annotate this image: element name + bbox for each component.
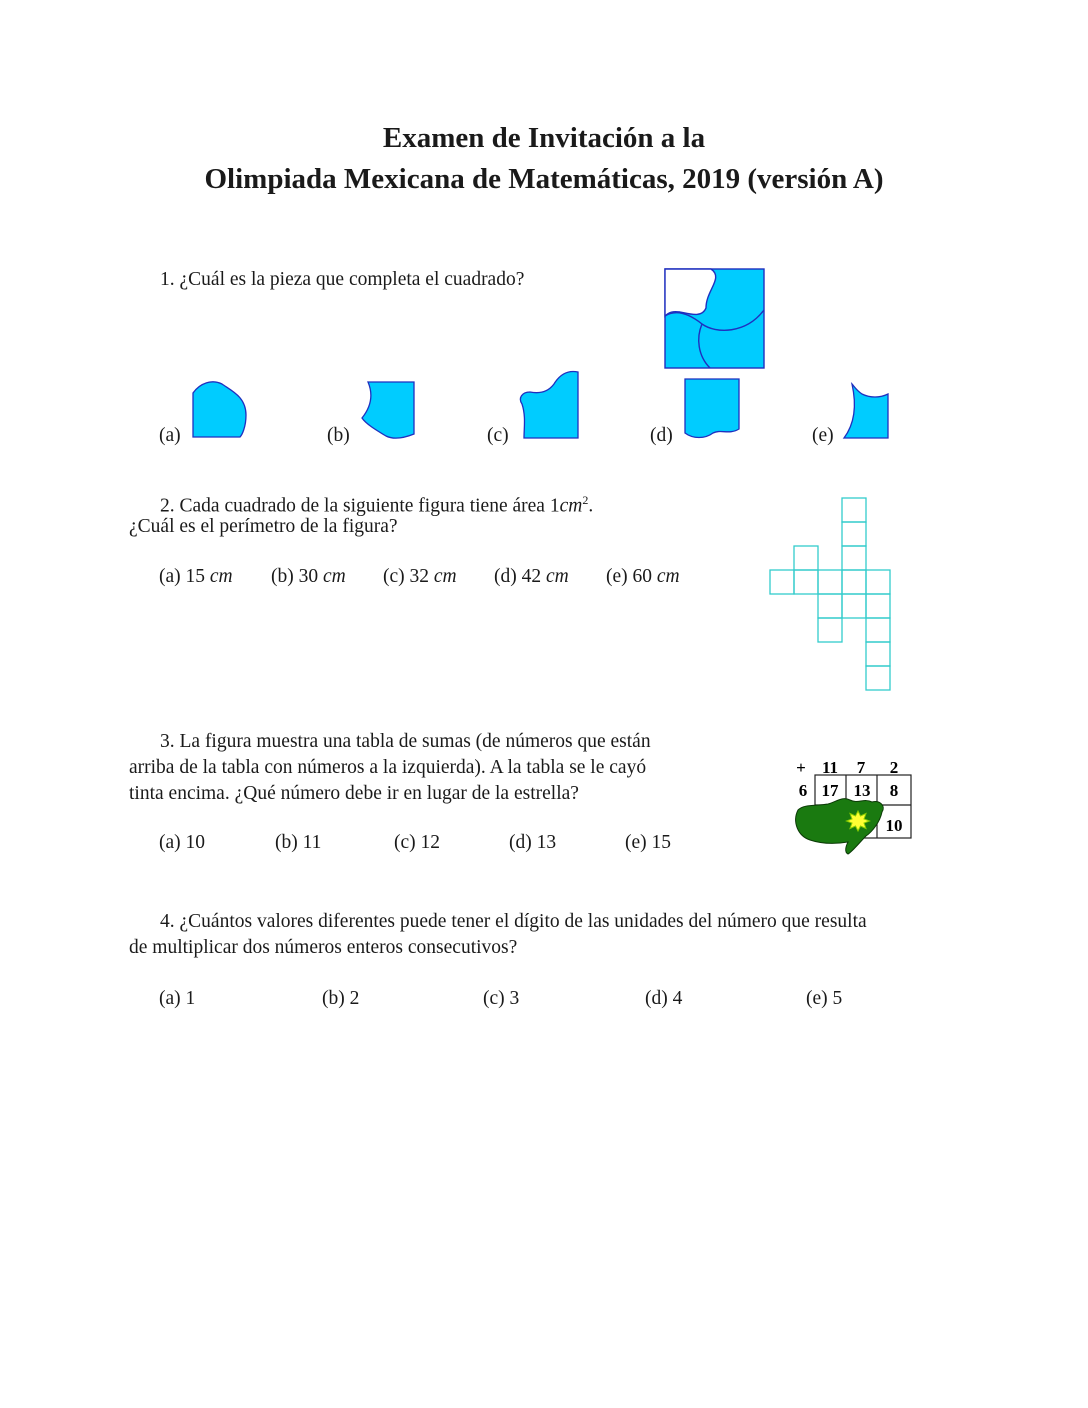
problem-3-sum-table-figure <box>792 752 918 856</box>
problem-2-statement-line2: ¿Cuál es el perímetro de la figura? <box>129 516 398 537</box>
problem-3-number: 3. <box>160 731 175 752</box>
grid-cell <box>842 498 866 522</box>
grid-cell <box>794 546 818 570</box>
table-cell-8: 8 <box>889 781 899 800</box>
grid-cell <box>866 570 890 594</box>
problem-1-statement <box>160 266 524 293</box>
exam-title-line1: Examen de Invitación a la <box>382 122 706 154</box>
problem-1-piece-a[interactable] <box>192 379 254 441</box>
grid-cell <box>794 570 818 594</box>
problem-2-grid-figure <box>769 497 893 693</box>
problem-4-option-e[interactable]: (e) 5 <box>806 988 843 1009</box>
problem-4-option-a[interactable]: (a) 1 <box>159 988 196 1009</box>
problem-2-option-a[interactable]: (a) 15 cm <box>159 566 233 587</box>
problem-1-piece-d[interactable] <box>683 377 743 445</box>
problem-2-number: 2. <box>160 495 175 517</box>
problem-1-option-c-label[interactable]: (c) <box>487 425 509 446</box>
problem-2-option-b[interactable]: (b) 30 cm <box>271 566 346 587</box>
problem-2-option-d[interactable]: (d) 42 cm <box>494 566 569 587</box>
grid-cell <box>842 546 866 570</box>
problem-4-statement-line1 <box>160 908 867 935</box>
problem-2-area-exponent: 2 <box>582 493 589 507</box>
problem-3-statement-line1 <box>160 728 651 755</box>
table-top-11: 11 <box>821 758 839 777</box>
problem-1-option-d-label[interactable]: (d) <box>650 425 673 446</box>
problem-1-text: ¿Cuál es la pieza que completa el cuadrado? <box>179 269 525 290</box>
problem-3-option-d[interactable]: (d) 13 <box>509 832 557 853</box>
problem-1-piece-c[interactable] <box>518 370 582 440</box>
problem-4-option-c[interactable]: (c) 3 <box>483 988 520 1009</box>
table-top-2: 2 <box>889 758 899 777</box>
problem-1-number: 1. <box>160 269 175 290</box>
table-left-6: 6 <box>798 781 808 800</box>
problem-1-option-e-label[interactable]: (e) <box>812 425 834 446</box>
problem-4-text-line1: ¿Cuántos valores diferentes puede tener el dígito de las unidades del número que resulta <box>179 911 867 932</box>
grid-cell <box>770 570 794 594</box>
grid-cell <box>866 666 890 690</box>
table-cell-10: 10 <box>885 816 903 835</box>
problem-2-option-c[interactable]: (c) 32 cm <box>383 566 457 587</box>
problem-2-option-e[interactable]: (e) 60 cm <box>606 566 680 587</box>
problem-4-option-d[interactable]: (d) 4 <box>645 988 683 1009</box>
star-icon <box>847 811 870 831</box>
grid-cell <box>818 570 842 594</box>
problem-4-number: 4. <box>160 911 175 932</box>
problem-4-option-b[interactable]: (b) 2 <box>322 988 360 1009</box>
grid-cell <box>842 570 866 594</box>
problem-3-text-line1: La figura muestra una tabla de sumas (de números que están <box>179 731 651 752</box>
grid-cell <box>866 618 890 642</box>
grid-cell <box>818 618 842 642</box>
grid-cell <box>866 594 890 618</box>
grid-cell <box>866 642 890 666</box>
problem-2-period: . <box>588 495 594 517</box>
problem-4-statement-line2: de multiplicar dos números enteros consecutivos? <box>129 937 518 958</box>
table-cell-13: 13 <box>853 781 871 800</box>
problem-3-option-b[interactable]: (b) 11 <box>275 832 322 853</box>
ink-stain <box>796 799 884 854</box>
problem-1-square-figure <box>664 268 766 370</box>
problem-2-text-line1: Cada cuadrado de la siguiente figura tiene área 1 <box>179 495 560 517</box>
problem-3-option-c[interactable]: (c) 12 <box>394 832 441 853</box>
grid-cell <box>842 522 866 546</box>
problem-2-area-unit: cm <box>559 495 583 517</box>
grid-cell <box>842 594 866 618</box>
problem-3-option-a[interactable]: (a) 10 <box>159 832 206 853</box>
problem-1-option-a-label[interactable]: (a) <box>159 425 181 446</box>
problem-1-piece-b[interactable] <box>360 380 420 442</box>
grid-cell <box>818 594 842 618</box>
table-plus-sign: + <box>796 758 806 777</box>
problem-3-statement-line3: tinta encima. ¿Qué número debe ir en lugar de la estrella? <box>129 783 579 804</box>
table-top-7: 7 <box>856 758 866 777</box>
problem-1-option-b-label[interactable]: (b) <box>327 425 350 446</box>
exam-title-line2: Olimpiada Mexicana de Matemáticas, 2019 (versión A) <box>204 163 884 195</box>
problem-1-piece-e[interactable] <box>842 382 892 442</box>
problem-3-option-e[interactable]: (e) 15 <box>625 832 672 853</box>
table-cell-17: 17 <box>821 781 839 800</box>
problem-3-statement-line2: arriba de la tabla con números a la izquierda). A la tabla se le cayó <box>129 757 647 778</box>
